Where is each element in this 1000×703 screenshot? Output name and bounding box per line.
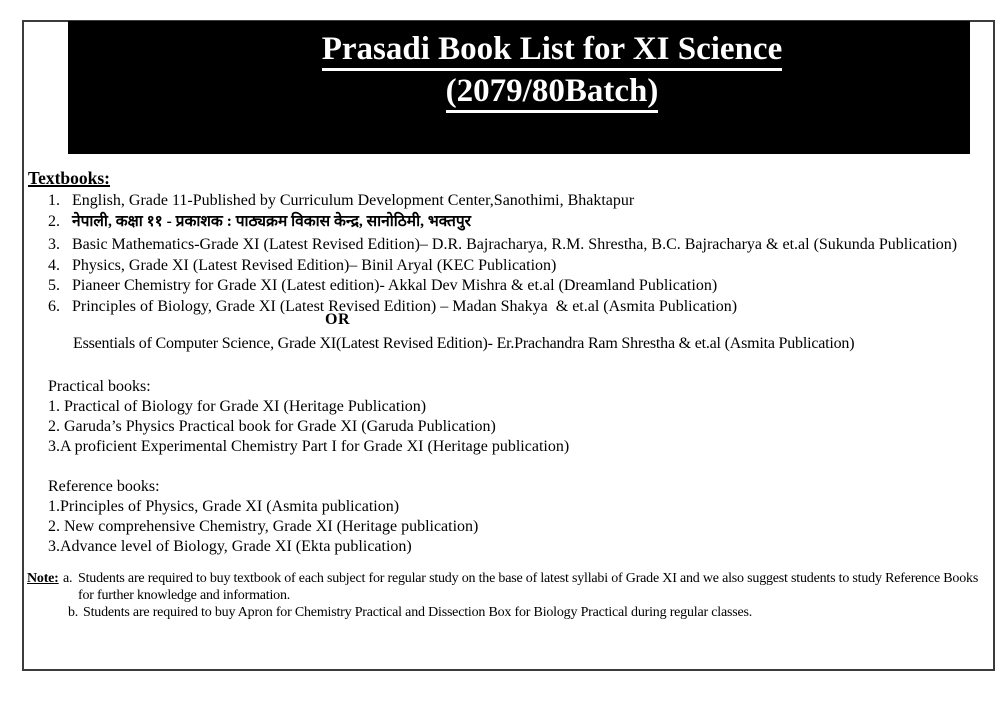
or-separator: OR [325,311,350,328]
practical-item-2: 2. Garuda’s Physics Practical book for Grade XI (Garuda Publication) [48,417,496,435]
reference-books-section [48,477,996,557]
practical-books-section [48,377,996,457]
practical-item-3: 3.A proficient Experimental Chemistry Part I for Grade XI (Heritage publication) [48,437,570,455]
note-item-a [63,570,988,604]
textbook-item-6 [48,297,996,318]
practical-item-1: 1. Practical of Biology for Grade XI (Heritage Publication) [48,397,427,415]
item-text: English, Grade 11-Published by Curriculum Development Center,Sanothimi, Bhaktapur [72,192,635,209]
item-number: 3. [48,236,60,253]
note-label: Note: [27,570,59,586]
item-number: 5. [48,277,60,294]
note-marker: b. [68,604,79,620]
note-text: Students are required to buy Apron for Chemistry Practical and Dissection Box for Biology Practical during regular classes. [83,604,753,620]
item-text-nepali: नेपाली, कक्षा ११ - प्रकाशक : पाठ्यक्रम विकास केन्द्र, सानोठिमी, भक्तपुर [72,212,472,230]
item-number: 2. [48,212,60,230]
item-number: 4. [48,256,60,274]
item-text: Pianeer Chemistry for Grade XI (Latest edition)- Akkal Dev Mishra & et.al (Dreamland Publication) [72,277,718,294]
title-line-1: Prasadi Book List for XI Science [134,28,970,70]
item-text: Principles of Biology, Grade XI (Latest Revised Edition) – Madan Shakya & et.al (Asmita Publication) [72,297,738,315]
textbook-item-1 [48,191,996,212]
practical-books-heading: Practical books: [48,377,151,395]
header-band [68,21,970,154]
textbook-item-3 [48,235,996,256]
note-marker: a. [63,570,73,586]
item-text: Physics, Grade XI (Latest Revised Edition)– Binil Aryal (KEC Publication) [72,256,557,274]
item-number: 1. [48,192,60,209]
textbook-item-4 [48,256,996,277]
note-item-b [63,604,988,621]
document-body [24,167,996,621]
reference-books-heading: Reference books: [48,477,160,495]
reference-item-2: 2. New comprehensive Chemistry, Grade XI (Heritage publication) [48,517,479,535]
reference-item-1: 1.Principles of Physics, Grade XI (Asmita publication) [48,497,400,515]
document-title [68,21,970,112]
title-line-2: (2079/80Batch) [134,70,970,112]
alternative-textbook: Essentials of Computer Science, Grade XI(Latest Revised Edition)- Er.Prachandra Ram Shrestha & et.al (Asmita Publication) [73,335,855,352]
item-text: Basic Mathematics-Grade XI (Latest Revised Edition)– D.R. Bajracharya, R.M. Shrestha, B.C. Bajracharya & et.al (Sukunda Publication) [72,236,958,253]
textbooks-list [24,191,996,317]
textbooks-heading: Textbooks: [28,168,111,188]
item-number: 6. [48,297,60,315]
textbook-item-5 [48,276,996,297]
note-text: Students are required to buy textbook of each subject for regular study on the base of latest syllabi of Grade XI and we also suggest students to study Reference Books for further knowledge and information. [78,570,979,603]
note-section [27,570,996,621]
reference-item-3: 3.Advance level of Biology, Grade XI (Ekta publication) [48,537,412,555]
textbook-item-2 [48,212,996,233]
note-items [63,570,996,621]
